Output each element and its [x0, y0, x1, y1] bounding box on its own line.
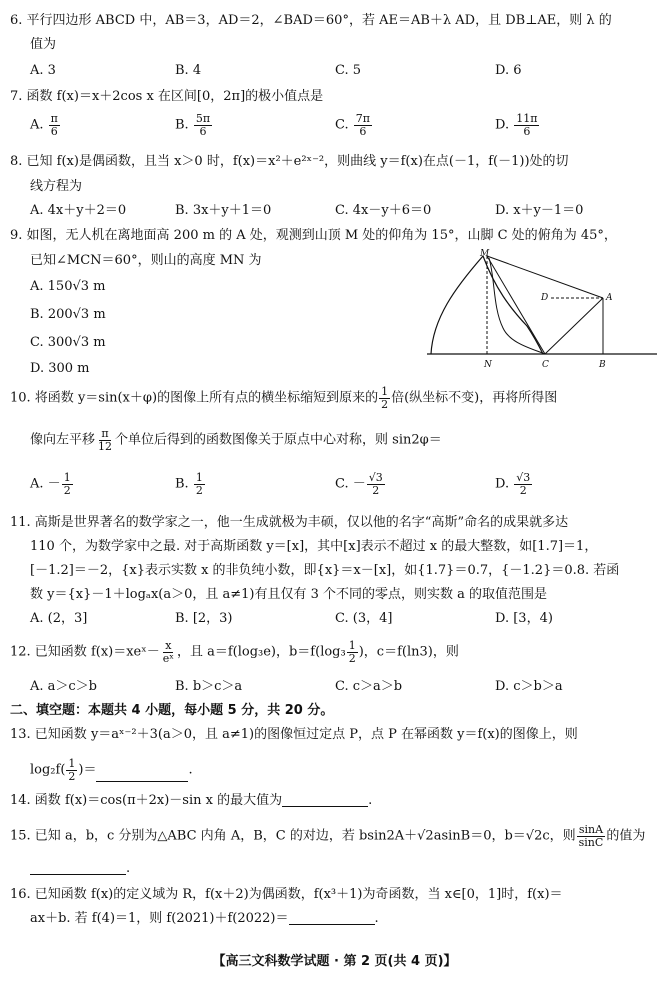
q8-stem-line1: 8. 已知 f(x)是偶函数，且当 x＞0 时，f(x)＝x²＋e²ˣ⁻²，则曲线 y＝f(x)在点(－1，f(－1))处的切	[10, 154, 569, 169]
q8-option-c: C. 4x－y＋6＝0	[335, 203, 432, 218]
q14-answer-blank[interactable]	[282, 794, 368, 807]
q11-option-c: C. (3，4]	[335, 611, 393, 626]
q12-option-d: D. c＞b＞a	[495, 679, 563, 694]
q10-stem-line2: 像向左平移 $\frac{\pi}{12}$ 个单位后得到的函数图像关于原点中心对称，则 sin2φ＝	[30, 427, 442, 453]
label-n: N	[484, 360, 492, 370]
q13-stem-line1: 13. 已知函数 y＝aˣ⁻²＋3(a＞0，且 a≠1)的图像恒过定点 P，点 P 在幂函数 y＝f(x)的图像上，则	[10, 727, 578, 742]
q6-option-c: C. 5	[335, 63, 362, 78]
ma-line	[487, 256, 603, 298]
label-m: M	[480, 249, 490, 259]
q6-option-a: A. 3	[30, 63, 56, 78]
label-a: A	[606, 293, 613, 303]
q6-stem-line2: 值为	[30, 37, 57, 52]
q14-stem: 14. 函数 f(x)＝cos(π＋2x)－sin x 的最大值为 .	[10, 793, 373, 808]
q10-stem-line1: 10. 将函数 y＝sin(x＋φ)的图像上所有点的横坐标缩短到原来的 $\frac{1}{2}$ 倍(纵坐标不变)，再将所得图	[10, 385, 558, 411]
q9-option-b: B. 200√3 m	[30, 307, 106, 322]
label-b: B	[599, 360, 606, 370]
q10-option-d: D. $\frac{√3}{2}$	[495, 471, 531, 497]
q9-mountain-figure	[425, 248, 660, 373]
q9-option-a: A. 150√3 m	[30, 279, 106, 294]
label-d: D	[541, 293, 549, 303]
q12-option-b: B. b＞c＞a	[175, 679, 243, 694]
q16-answer-blank[interactable]	[289, 912, 375, 925]
q13-answer-blank[interactable]	[96, 769, 188, 782]
q6-option-b: B. 4	[175, 63, 202, 78]
q11-option-b: B. [2，3)	[175, 611, 233, 626]
section-2-heading: 二、填空题：本题共 4 小题，每小题 5 分，共 20 分。	[10, 703, 334, 718]
q9-stem-line2: 已知∠MCN＝60°，则山的高度 MN 为	[30, 253, 262, 268]
q8-option-b: B. 3x＋y＋1＝0	[175, 203, 272, 218]
q13-stem-line2: log₂f( $\frac{1}{2}$ )＝ .	[30, 757, 193, 783]
q12-option-c: C. c＞a＞b	[335, 679, 403, 694]
q7-option-b: B. $\frac{5\pi}{6}$	[175, 112, 211, 138]
page-footer: 【高三文科数学试题 · 第 2 页(共 4 页)】	[212, 954, 457, 969]
q15-answer-blank[interactable]	[30, 862, 126, 875]
q11-stem-line3: [－1.2]＝－2，{x}表示实数 x 的非负纯小数，即{x}＝x－[x]，如{1.7}＝0.7，{－1.2}＝0.8. 若函	[30, 563, 620, 578]
q6-option-d: D. 6	[495, 63, 522, 78]
q12-option-a: A. a＞c＞b	[30, 679, 98, 694]
q16-stem-line2: ax＋b. 若 f(4)＝1，则 f(2021)＋f(2022)＝ .	[30, 911, 379, 926]
q16-stem-line1: 16. 已知函数 f(x)的定义域为 R，f(x＋2)为偶函数，f(x³＋1)为奇函数，当 x∈[0，1]时，f(x)＝	[10, 887, 563, 902]
q8-option-d: D. x＋y－1＝0	[495, 203, 584, 218]
q10-option-a: A. － $\frac{1}{2}$	[30, 471, 71, 497]
q8-option-a: A. 4x＋y＋2＝0	[30, 203, 127, 218]
q11-stem-line4: 数 y＝{x}－1＋logₐx(a＞0，且 a≠1)有且仅有 3 个不同的零点，则实数 a 的取值范围是	[30, 587, 548, 602]
q15-stem-line1: 15. 已知 a，b，c 分别为△ABC 内角 A，B，C 的对边，若 bsin2A＋√2asinB＝0，b＝√2c，则 $\frac{\sin A}{\sin C}$ 的值为	[10, 823, 646, 849]
q9-option-d: D. 300 m	[30, 361, 90, 376]
q11-stem-line1: 11. 高斯是世界著名的数学家之一，他一生成就极为丰硕，仅以他的名字“高斯”命名的成果就多达	[10, 515, 569, 530]
q9-stem-line1: 9. 如图，无人机在离地面高 200 m 的 A 处，观测到山顶 M 处的仰角为 15°，山脚 C 处的俯角为 45°，	[10, 228, 617, 243]
q11-stem-line2: 110 个，为数学家中之最. 对于高斯函数 y＝[x]，其中[x]表示不超过 x 的最大整数，如[1.7]＝1，	[30, 539, 598, 554]
q8-stem-line2: 线方程为	[30, 179, 83, 194]
q9-option-c: C. 300√3 m	[30, 335, 106, 350]
q7-option-d: D. $\frac{11\pi}{6}$	[495, 112, 538, 138]
q10-option-b: B. $\frac{1}{2}$	[175, 471, 203, 497]
q12-stem: 12. 已知函数 f(x)＝xeˣ－ $\frac{x}{\text{eˣ}}$ ，且 a＝f(log₃e)，b＝f(log₃ $\frac{1}{2}$ )，c＝f(ln3)，则	[10, 639, 459, 665]
q7-stem: 7. 函数 f(x)＝x＋2cos x 在区间[0，2π]的极小值点是	[10, 89, 324, 104]
q6-stem-line1: 6. 平行四边形 ABCD 中，AB＝3，AD＝2，∠BAD＝60°，若 AE＝AB＋λ AD，且 DB⊥AE，则 λ 的	[10, 13, 612, 28]
q7-option-a: A. $\frac{\pi}{6}$	[30, 112, 58, 138]
q7-option-c: C. $\frac{7\pi}{6}$	[335, 112, 370, 138]
q10-option-c: C. － $\frac{√3}{2}$	[335, 471, 383, 497]
q11-option-d: D. [3，4)	[495, 611, 553, 626]
q11-option-a: A. (2，3]	[30, 611, 88, 626]
ca-line	[545, 298, 603, 354]
q15-stem-line2: .	[30, 862, 130, 875]
label-c: C	[542, 360, 549, 370]
